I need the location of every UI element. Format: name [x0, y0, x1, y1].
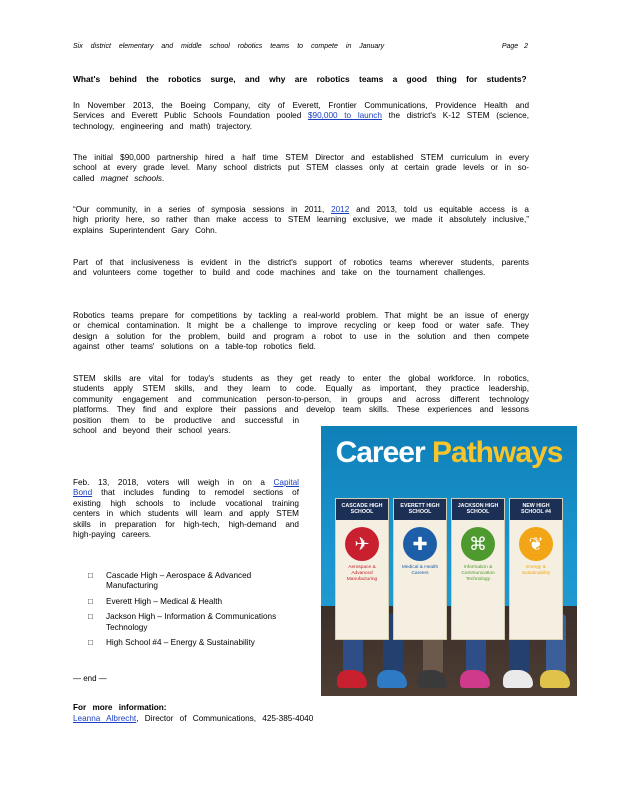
- poster-title-word: Pathways: [432, 436, 563, 469]
- computer-icon: ⌘: [461, 527, 495, 561]
- magnet-schools-emphasis: magnet schools: [100, 173, 163, 183]
- pathway-column: [335, 498, 389, 640]
- pathway-column: [451, 498, 505, 640]
- sneaker-shape: [540, 670, 570, 688]
- pathway-school-name: EVERETT HIGH SCHOOL: [394, 499, 446, 520]
- paragraph-text: The initial $90,000 partnership hired a half time STEM Director and established STEM curriculum in every school at every grade level. Many school districts put STEM classes only at certain grade levels or in so-called: [73, 153, 529, 183]
- paragraph-capital-bond: [73, 478, 299, 540]
- pathway-school-name: CASCADE HIGH SCHOOL: [336, 499, 388, 520]
- bullet-marker: □: [88, 571, 93, 580]
- pathway-school-name: NEW HIGH SCHOOL #4: [510, 499, 562, 520]
- pathway-column: [393, 498, 447, 640]
- contact-details: , Director of Communications, 425-385-4040: [136, 714, 314, 723]
- paragraph-text: .: [162, 173, 165, 183]
- pathway-caption: Aerospace & Advanced Manufacturing: [346, 565, 378, 582]
- paragraph-funding: [73, 101, 529, 132]
- paragraph-text: and 2013, told us equitable access is a high priority here, so rather than make access to STEM learning exclusive, we made it absolutely inclusive,” explains Superintendent Gary Cohn.: [73, 205, 529, 235]
- pathway-column: [509, 498, 563, 640]
- year-2012-link[interactable]: 2012: [331, 205, 350, 214]
- list-item: [88, 597, 303, 607]
- list-item-text: High School #4 – Energy & Sustainability: [106, 638, 255, 648]
- paragraph-text: Feb. 13, 2018, voters will weigh in on a: [73, 478, 274, 487]
- list-item: [88, 571, 303, 592]
- page-number: Page 2: [501, 43, 528, 50]
- paragraph-quote: [73, 205, 529, 236]
- capital-bond-link[interactable]: Capital Bond: [73, 478, 299, 498]
- pathway-columns: [335, 498, 563, 640]
- paragraph-inclusiveness: Part of that inclusiveness is evident in the district's support of robotics teams wherever students, parents and volunteers come together to build and code machines and take on the tournament challenges.: [73, 258, 529, 278]
- leaf-icon: ❦: [519, 527, 553, 561]
- paragraph-text: STEM skills are vital for today's students as they get ready to enter the global workforce. In robotics, students apply STEM skills, and they learn to code. Equally as important, they practice leadership, community engagement and communication person-to-person, in groups and across different technology platforms. They find and explore their passions and develop team skills. These experiences and lessons position them to be productive and successful in school and beyond their school years.: [73, 374, 529, 436]
- sneaker-shape: [337, 670, 367, 688]
- paragraph-text: that includes funding to remodel sections of existing high schools to include vocational training centers in which students will learn and apply STEM skills in preparation for high-tech, high-demand and high-paying careers.: [73, 488, 299, 540]
- sneaker-shape: [460, 670, 490, 688]
- paragraph-partnership: [73, 153, 529, 184]
- paragraph-text: “Our community, in a series of symposia sessions in 2011,: [73, 205, 332, 214]
- pathway-caption: Energy & Sustainability: [521, 565, 551, 576]
- sneaker-shape: [417, 670, 447, 688]
- bullet-marker: □: [88, 638, 93, 648]
- page-header: [73, 43, 528, 50]
- bullet-marker: □: [88, 596, 93, 606]
- pathway-list: [88, 571, 303, 653]
- pathway-school-name: JACKSON HIGH SCHOOL: [452, 499, 504, 520]
- airplane-icon: ✈: [345, 527, 379, 561]
- launch-link[interactable]: $90,000 to launch: [307, 111, 382, 121]
- list-item-text: Jackson High – Information & Communications Technology: [106, 612, 277, 632]
- poster-title: [321, 436, 577, 470]
- section-question: What's behind the robotics surge, and why are robotics teams a good thing for students?: [73, 74, 527, 84]
- poster-title-word: Career: [335, 436, 425, 469]
- pathway-caption: Medical & Health Careers: [401, 565, 439, 576]
- contact-line: [73, 714, 313, 723]
- end-mark: — end —: [73, 674, 107, 683]
- bullet-marker: □: [88, 612, 93, 622]
- paragraph-robotics-teams: Robotics teams prepare for competitions by tackling a real-world problem. That might be an issue of energy or chemical contamination. It might be a challenge to improve recycling or keep food or water safe. They design a solution for the problem, build and program a robot to use in the solution and then compete against other teams' solutions on a table-top robotics field.: [73, 311, 529, 352]
- list-item: [88, 612, 303, 633]
- more-info-heading: For more information:: [73, 703, 167, 712]
- sneaker-shape: [503, 670, 533, 688]
- list-item: [88, 638, 303, 648]
- contact-name-link[interactable]: Leanna Albrecht: [73, 714, 137, 723]
- paragraph-text: In November 2013, the Boeing Company, city of Everett, Frontier Communications, Providence Health and Services and Everett Public Schools Foundation pooled: [73, 101, 529, 121]
- sneaker-shape: [377, 670, 407, 688]
- list-item-text: Cascade High – Aerospace & Advanced Manufacturing: [106, 571, 252, 591]
- medical-star-icon: ✚: [403, 527, 437, 561]
- career-pathways-poster: [321, 426, 577, 696]
- running-title: Six district elementary and middle school robotics teams to compete in January: [73, 43, 385, 50]
- paragraph-text: the district's K-12 STEM (science, technology, engineering and math) trajectory.: [73, 111, 530, 131]
- pathway-caption: Information & Communication Technology: [461, 565, 495, 582]
- list-item-text: Everett High – Medical & Health: [106, 596, 223, 606]
